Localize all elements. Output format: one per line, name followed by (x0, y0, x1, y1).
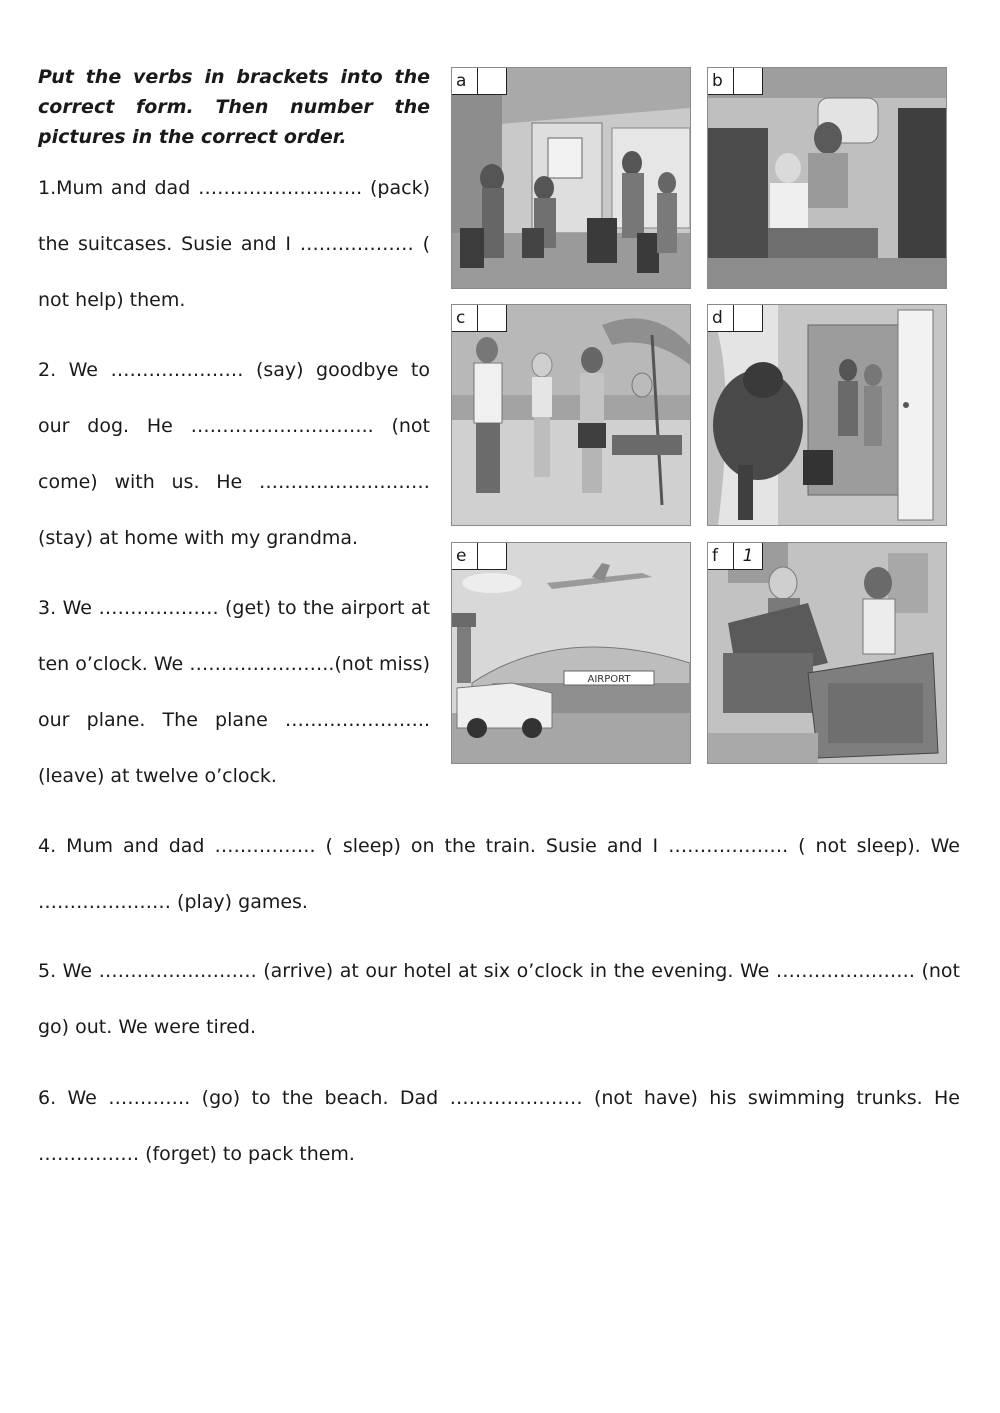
beach-illustration (452, 305, 690, 525)
packing-illustration (708, 543, 946, 763)
dog-doorway-illustration (708, 305, 946, 525)
picture-c-letter: c (452, 305, 478, 331)
picture-c-answer-box[interactable] (478, 305, 506, 331)
picture-b (707, 67, 947, 289)
exercise-3: 3. We ………………. (get) to the airport at ten o’clock. We …………………..(not miss) our plane. The plane …………………..(leave) at twelve o’clock. (38, 597, 430, 787)
picture-f-letter: f (708, 543, 734, 569)
picture-a-tag (452, 68, 507, 95)
picture-e-tag (452, 543, 507, 570)
airport-sign: AIRPORT (587, 674, 631, 685)
picture-e-answer-box[interactable] (478, 543, 506, 569)
picture-d-tag (708, 305, 763, 332)
picture-d-letter: d (708, 305, 734, 331)
exercise-5: 5. We ……………………. (arrive) at our hotel at six o’clock in the evening. We …………………. (not go) out. We were tired. (38, 960, 960, 1038)
picture-b-answer-box[interactable] (734, 68, 762, 94)
picture-c (451, 304, 691, 526)
instructions: Put the verbs in brackets into the correct form. Then number the pictures in the correct order. (38, 66, 430, 148)
exercise-2: 2. We ………………… (say) goodbye to our dog. He ……………………….. (not come) with us. He ……………………… (stay) at home with my grandma. (38, 359, 430, 549)
picture-e (451, 542, 691, 764)
picture-d (707, 304, 947, 526)
picture-a-letter: a (452, 68, 478, 94)
picture-c-tag (452, 305, 507, 332)
picture-a-answer-box[interactable] (478, 68, 506, 94)
picture-a (451, 67, 691, 289)
exercise-4: 4. Mum and dad ……………. ( sleep) on the train. Susie and I ………………. ( not sleep). We ………………… (play) games. (38, 835, 960, 913)
exercise-1: 1.Mum and dad …………………….. (pack) the suitcases. Susie and I ……………… ( not help) them. (38, 177, 430, 311)
picture-f (707, 542, 947, 764)
hotel-lobby-illustration (452, 68, 690, 288)
picture-f-answer-box[interactable]: 1 (742, 546, 754, 566)
picture-e-letter: e (452, 543, 478, 569)
picture-f-tag (708, 543, 763, 570)
train-seats-illustration (708, 68, 946, 288)
exercise-6: 6. We …………. (go) to the beach. Dad ………………… (not have) his swimming trunks. He ……………. (forget) to pack them. (38, 1087, 960, 1165)
picture-b-letter: b (708, 68, 734, 94)
picture-d-answer-box[interactable] (734, 305, 762, 331)
picture-b-tag (708, 68, 763, 95)
airport-illustration (452, 543, 690, 763)
